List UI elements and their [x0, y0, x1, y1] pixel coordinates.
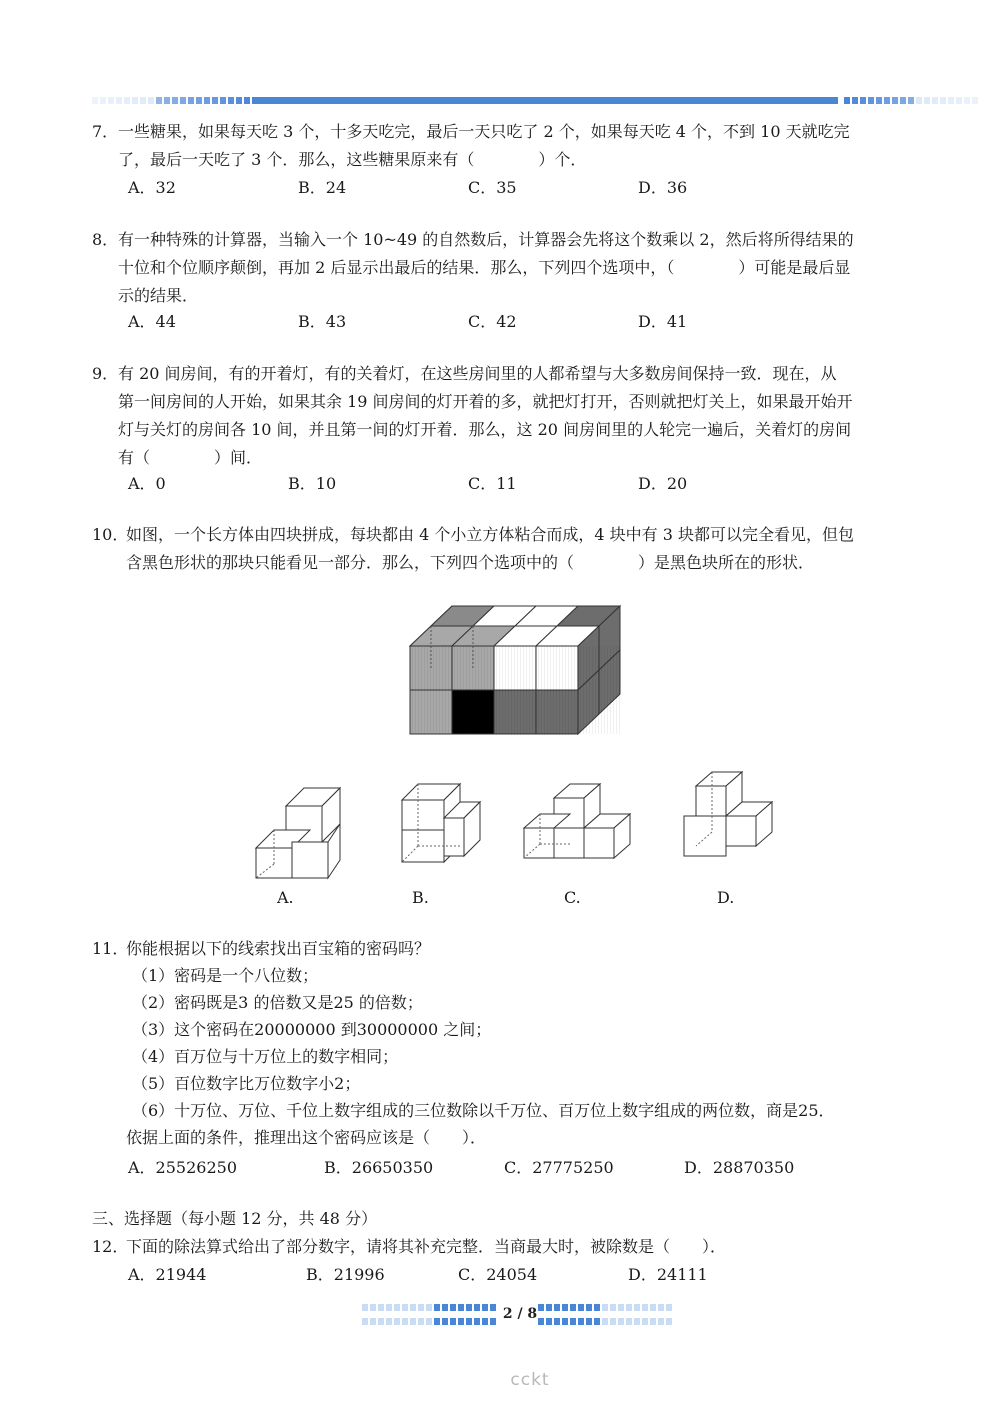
option-b[interactable]: B．21996 [306, 1265, 385, 1284]
header-band-dash [204, 97, 210, 104]
header-band-dash [844, 97, 850, 104]
question-text: 含黑色形状的那块只能看见一部分．那么，下列四个选项中的（ ）是黑色块所在的形状． [126, 553, 815, 572]
footer-band-dash [458, 1318, 464, 1325]
footer-band-dash [594, 1318, 600, 1325]
footer-band-dash [546, 1304, 552, 1311]
footer-band-dash [426, 1304, 432, 1311]
header-band-dash [196, 97, 202, 104]
header-band-dash [956, 97, 962, 104]
footer-band-dash [602, 1304, 608, 1311]
footer-band-dash [490, 1304, 496, 1311]
footer-band-dash [474, 1304, 480, 1311]
question-text: 一些糖果，如果每天吃 3 个，十多天吃完，最后一天只吃了 2 个，如果每天吃 4 个，不到 10 天就吃完 [118, 122, 850, 141]
footer-band-dash [666, 1304, 672, 1311]
question-text: 了，最后一天吃了 3 个．那么，这些糖果原来有（ ）个． [118, 150, 587, 169]
option-c-figure[interactable] [522, 780, 634, 862]
option-b[interactable]: B．10 [288, 474, 337, 493]
question-text: 有 20 间房间，有的开着灯，有的关着灯，在这些房间里的人都希望与大多数房间保持一致．现在，从 [118, 364, 837, 383]
question-text: 第一间房间的人开始，如果其余 19 间房间的灯开着的多，就把灯打开，否则就把灯关上，如果最开始开 [118, 392, 853, 411]
cuboid-figure [400, 598, 630, 740]
header-band-dash [180, 97, 186, 104]
footer-band-dash [634, 1318, 640, 1325]
question-text: 你能根据以下的线索找出百宝箱的密码吗？ [126, 939, 431, 958]
footer-band-dash [586, 1318, 592, 1325]
footer-band-dash [562, 1318, 568, 1325]
option-a-figure[interactable] [252, 768, 352, 880]
question-text: 示的结果． [118, 286, 199, 305]
footer-band-dash [578, 1318, 584, 1325]
footer-band-dash [442, 1318, 448, 1325]
option-c[interactable]: C．11 [468, 474, 517, 493]
footer-band-dash [578, 1304, 584, 1311]
footer-band-dash [618, 1304, 624, 1311]
option-c[interactable]: C．27775250 [504, 1158, 614, 1177]
q11-conclusion: 依据上面的条件，推理出这个密码应该是（ ）． [126, 1128, 487, 1147]
header-band-dash [116, 97, 122, 104]
option-b[interactable]: B．26650350 [324, 1158, 434, 1177]
footer-band-dash [434, 1318, 440, 1325]
footer-band-dash [362, 1304, 368, 1311]
option-d-figure[interactable] [682, 768, 778, 860]
footer-band-dash [594, 1304, 600, 1311]
footer-band-dash [410, 1318, 416, 1325]
footer-band-dash [642, 1318, 648, 1325]
option-d[interactable]: D．20 [638, 474, 688, 493]
header-band-dash [900, 97, 906, 104]
header-band-dash [244, 97, 250, 104]
watermark-text: cckt [510, 1370, 550, 1390]
footer-band-dash [658, 1304, 664, 1311]
header-band-dash [236, 97, 242, 104]
footer-band-dash [618, 1318, 624, 1325]
header-band-dash [876, 97, 882, 104]
question-number: 8． [92, 230, 119, 249]
option-a[interactable]: A．0 [128, 474, 166, 493]
footer-band-dash [386, 1318, 392, 1325]
footer-band-dash [482, 1304, 488, 1311]
footer-band-dash [634, 1304, 640, 1311]
footer-band-dash [610, 1318, 616, 1325]
figure-option-label-a[interactable]: A. [277, 888, 294, 907]
question-number: 12． [92, 1237, 129, 1256]
header-band [92, 96, 978, 105]
footer-band-dash [466, 1318, 472, 1325]
header-band-dash [892, 97, 898, 104]
footer-band-dash [570, 1304, 576, 1311]
header-band-dash [148, 97, 154, 104]
footer-band-dash [410, 1304, 416, 1311]
option-c[interactable]: C．35 [468, 178, 517, 197]
clue-6: （6）十万位、万位、千位上数字组成的三位数除以千万位、百万位上数字组成的两位数，商是25． [132, 1101, 835, 1120]
option-a[interactable]: A．44 [128, 312, 176, 331]
header-band-dash [100, 97, 106, 104]
footer-band-dash [586, 1304, 592, 1311]
footer-band-dash [482, 1318, 488, 1325]
footer-band-dash [370, 1304, 376, 1311]
header-band-dash [924, 97, 930, 104]
footer-band-dash [394, 1318, 400, 1325]
clue-2: （2）密码既是3 的倍数又是25 的倍数； [132, 993, 423, 1012]
header-band-dash [220, 97, 226, 104]
footer-band-dash [658, 1318, 664, 1325]
header-band-dash [164, 97, 170, 104]
footer-band-dash [626, 1304, 632, 1311]
question-text: 十位和个位顺序颠倒，再加 2 后显示出最后的结果．那么，下列四个选项中，（ ）可能是最后显 [118, 258, 851, 277]
footer-band-dash [570, 1318, 576, 1325]
footer-band-dash [602, 1318, 608, 1325]
footer-band-dash [450, 1318, 456, 1325]
header-band-dash [172, 97, 178, 104]
footer-band-dash [490, 1318, 496, 1325]
figure-option-label-b[interactable]: B. [412, 888, 429, 907]
option-c[interactable]: C．42 [468, 312, 517, 331]
footer-band-dash [418, 1304, 424, 1311]
footer-band-dash [466, 1304, 472, 1311]
header-band-dash [188, 97, 194, 104]
footer-band-dash [458, 1304, 464, 1311]
footer-band-dash [650, 1318, 656, 1325]
footer-band-dash [562, 1304, 568, 1311]
footer-band-dash [546, 1318, 552, 1325]
footer-band-dash [394, 1304, 400, 1311]
question-text: 下面的除法算式给出了部分数字，请将其补充完整．当商最大时，被除数是（ ）． [126, 1237, 727, 1256]
question-text: 有一种特殊的计算器，当输入一个 10~49 的自然数后，计算器会先将这个数乘以 2，然后将所得结果的 [118, 230, 854, 249]
clue-3: （3）这个密码在20000000 到30000000 之间； [132, 1020, 492, 1039]
option-b[interactable]: B．43 [298, 312, 347, 331]
header-band-dash [124, 97, 130, 104]
footer-band-dash [378, 1304, 384, 1311]
figure-option-label-c[interactable]: C. [564, 888, 581, 907]
option-a[interactable]: A．21944 [128, 1265, 207, 1284]
header-band-dash [156, 97, 162, 104]
question-number: 10． [92, 525, 129, 544]
header-band-dash [868, 97, 874, 104]
header-band-dash [948, 97, 954, 104]
footer-band-dash [370, 1318, 376, 1325]
option-d[interactable]: D．36 [638, 178, 688, 197]
footer-band-dash [402, 1318, 408, 1325]
footer-band-dash [642, 1304, 648, 1311]
header-band-dash [132, 97, 138, 104]
clue-1: （1）密码是一个八位数； [132, 966, 319, 985]
page-number: 2 / 8 [502, 1306, 538, 1322]
option-a[interactable]: A．32 [128, 178, 176, 197]
option-d[interactable]: D．24111 [628, 1265, 708, 1284]
header-band-dash [852, 97, 858, 104]
question-text: 灯与关灯的房间各 10 间，并且第一间的灯开着．那么，这 20 间房间里的人轮完一遍后，关着灯的房间 [118, 420, 852, 439]
header-band-dash [932, 97, 938, 104]
figure-option-label-d[interactable]: D. [717, 888, 735, 907]
clue-4: （4）百万位与十万位上的数字相同； [132, 1047, 399, 1066]
footer-band-dash [378, 1318, 384, 1325]
footer-band-dash [362, 1318, 368, 1325]
question-text: 如图，一个长方体由四块拼成，每块都由 4 个小立方体粘合而成，4 块中有 3 块都可以完全看见，但包 [126, 525, 854, 544]
footer-band-dash [418, 1318, 424, 1325]
question-text: 有（ ）间． [118, 448, 263, 467]
header-band-dash [212, 97, 218, 104]
footer-band-dash [450, 1304, 456, 1311]
footer-band-dash [554, 1304, 560, 1311]
option-c[interactable]: C．24054 [458, 1265, 538, 1284]
option-b-figure[interactable] [398, 778, 488, 868]
header-band-bar [252, 97, 838, 104]
header-band-dash [228, 97, 234, 104]
question-number: 7． [92, 122, 119, 141]
question-number: 11． [92, 939, 129, 958]
option-d[interactable]: D．41 [638, 312, 688, 331]
option-d[interactable]: D．28870350 [684, 1158, 795, 1177]
footer-band-dash [442, 1304, 448, 1311]
header-band-dash [940, 97, 946, 104]
header-band-dash [140, 97, 146, 104]
header-band-dash [908, 97, 914, 104]
footer-band-dash [650, 1304, 656, 1311]
section-heading: 三、选择题（每小题 12 分，共 48 分） [92, 1209, 378, 1228]
footer-band-dash [626, 1318, 632, 1325]
footer-band-dash [402, 1304, 408, 1311]
header-band-dash [92, 97, 98, 104]
footer-band-dash [426, 1318, 432, 1325]
footer-band-dash [554, 1318, 560, 1325]
footer-band-dash [610, 1304, 616, 1311]
header-band-dash [964, 97, 970, 104]
header-band-dash [972, 97, 978, 104]
option-a[interactable]: A．25526250 [128, 1158, 237, 1177]
header-band-dash [884, 97, 890, 104]
footer-band-dash [434, 1304, 440, 1311]
footer-band-dash [666, 1318, 672, 1325]
clue-5: （5）百位数字比万位数字小2； [132, 1074, 361, 1093]
header-band-dash [108, 97, 114, 104]
header-band-dash [860, 97, 866, 104]
header-band-dash [916, 97, 922, 104]
question-number: 9． [92, 364, 119, 383]
footer-band-dash [386, 1304, 392, 1311]
footer-band-dash [474, 1318, 480, 1325]
option-b[interactable]: B．24 [298, 178, 347, 197]
